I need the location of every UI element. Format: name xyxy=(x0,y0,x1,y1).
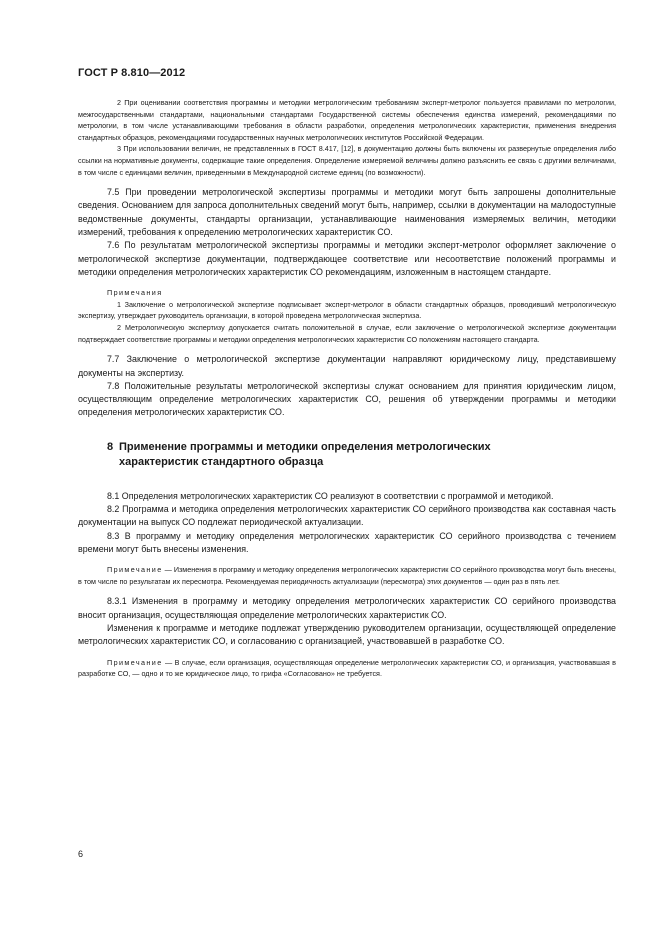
note-end-label: Примечание xyxy=(107,657,163,667)
section-8-title-line1: Применение программы и методики определения метрологических xyxy=(119,440,491,453)
note-end-text: — В случае, если организация, осуществляющая определение метрологических характеристик СО, и организация, участвовавшая в разработке СО, — одно и то же юридическое лицо, то грифа «Согласовано» не требуется. xyxy=(78,657,616,679)
page-content xyxy=(78,97,616,680)
note-end xyxy=(78,657,616,680)
document-header: ГОСТ Р 8.810—2012 xyxy=(78,67,186,79)
note-8-3-label: Примечание xyxy=(107,565,163,575)
paragraph-8-3: 8.3 В программу и методику определения метрологических характеристик СО серийного производства с течением времени могут быть внесены изменения. xyxy=(78,530,616,554)
paragraph-7-7: 7.7 Заключение о метрологической экспертизе документации направляют юридическому лицу, представившему документы на экспертизу. xyxy=(78,354,616,378)
paragraph-7-5: 7.5 При проведении метрологической экспертизы программы и методики могут быть запрошены дополнительные сведения. Основанием для запроса дополнительных сведений могут быть, например, ссылки в документации на малодоступные ведомственные документы, стандарты организации, устанавливающие наименования измеряемых величин, методики измерений, требования к определению метрологических характеристик СО. xyxy=(78,187,616,238)
note-1-mid: 1 Заключение о метрологической экспертизе подписывает эксперт-метролог в области стандартных образцов, проводивший метрологическую экспертизу, утверждает руководитель организации, в которой проведена метрологическая экспертиза. xyxy=(78,299,616,321)
paragraph-8-1: 8.1 Определения метрологических характеристик СО реализуют в соответствии с программой и методикой. xyxy=(107,490,554,501)
notes-label: Примечания xyxy=(107,288,163,298)
paragraph-changes: Изменения к программе и методике подлежат утверждению руководителем организации, осуществляющей определение метрологических характеристик СО, и согласованию с организацией, участвовавшей в разработке СО. xyxy=(78,622,616,647)
paragraph-7-8: 7.8 Положительные результаты метрологической экспертизы служат основанием для принятия юридическим лицом, осуществляющим определение метрологических характеристик СО, решения об утверждении программы и методики определения метрологических характеристик СО. xyxy=(78,380,616,418)
note-2-mid: 2 Метрологическую экспертизу допускается считать положительной в случае, если заключение о метрологической экспертизе документации подтверждает соответствие программы и методики определения метрологических характеристик СО положениям настоящего стандарта. xyxy=(78,323,616,344)
note-8-3-text: — Изменения в программу и методику определения метрологических характеристик СО серийного производства могут быть внесены, в том числе по результатам их пересмотра. Рекомендуемая периодичность актуализации (пересмотра) этих документов — один раз в пять лет. xyxy=(78,565,616,586)
section-8-title-line2: характеристик стандартного образца xyxy=(119,455,324,468)
section-8-number: 8 xyxy=(107,440,114,453)
note-2-top: 2 При оценивании соответствия программы и методики метрологическим требованиям эксперт-метролог пользуется правилами по метрологии, межгосударственными стандартами, национальными стандартами Государственной системы обеспечения единства измерений, рекомендациями по метрологии, в том числе устанавливающими требования в области разработки, определения метрологических характеристик, применения внедрения стандартных образцов, рекомендациями государственных научных метрологических институтов Российской Федерации. xyxy=(78,98,616,142)
page-number: 6 xyxy=(78,849,84,859)
paragraph-8-2: 8.2 Программа и методика определения метрологических характеристик СО серийного производства как составная часть документации на выпуск СО подлежат периодической актуализации. xyxy=(78,503,616,528)
paragraph-7-6: 7.6 По результатам метрологической экспертизы программы и методики эксперт-метролог оформляет заключение о метрологической экспертизе документации, подтверждающее соответствие или несоответствие положений программы и методики определения метрологических характеристик СО рекомендациям, изложенным в настоящем стандарте. xyxy=(78,240,616,277)
note-8-3 xyxy=(78,564,616,587)
section-8-heading xyxy=(78,440,616,470)
note-3-top: 3 При использовании величин, не представленных в ГОСТ 8.417, [12], в документацию должны быть включены их развернутые определения либо ссылки на нормативные документы, содержащие такие определения. Определение измеряемой величины должно разъяснить ее связь с другими величинами, в том числе с единицами величин, приведенными в Международной системе единиц (по возможности). xyxy=(78,144,616,177)
paragraph-8-3-1: 8.3.1 Изменения в программу и методику определения метрологических характеристик СО серийного производства вносит организация, осуществляющая определение метрологических характеристик СО. xyxy=(78,596,616,620)
